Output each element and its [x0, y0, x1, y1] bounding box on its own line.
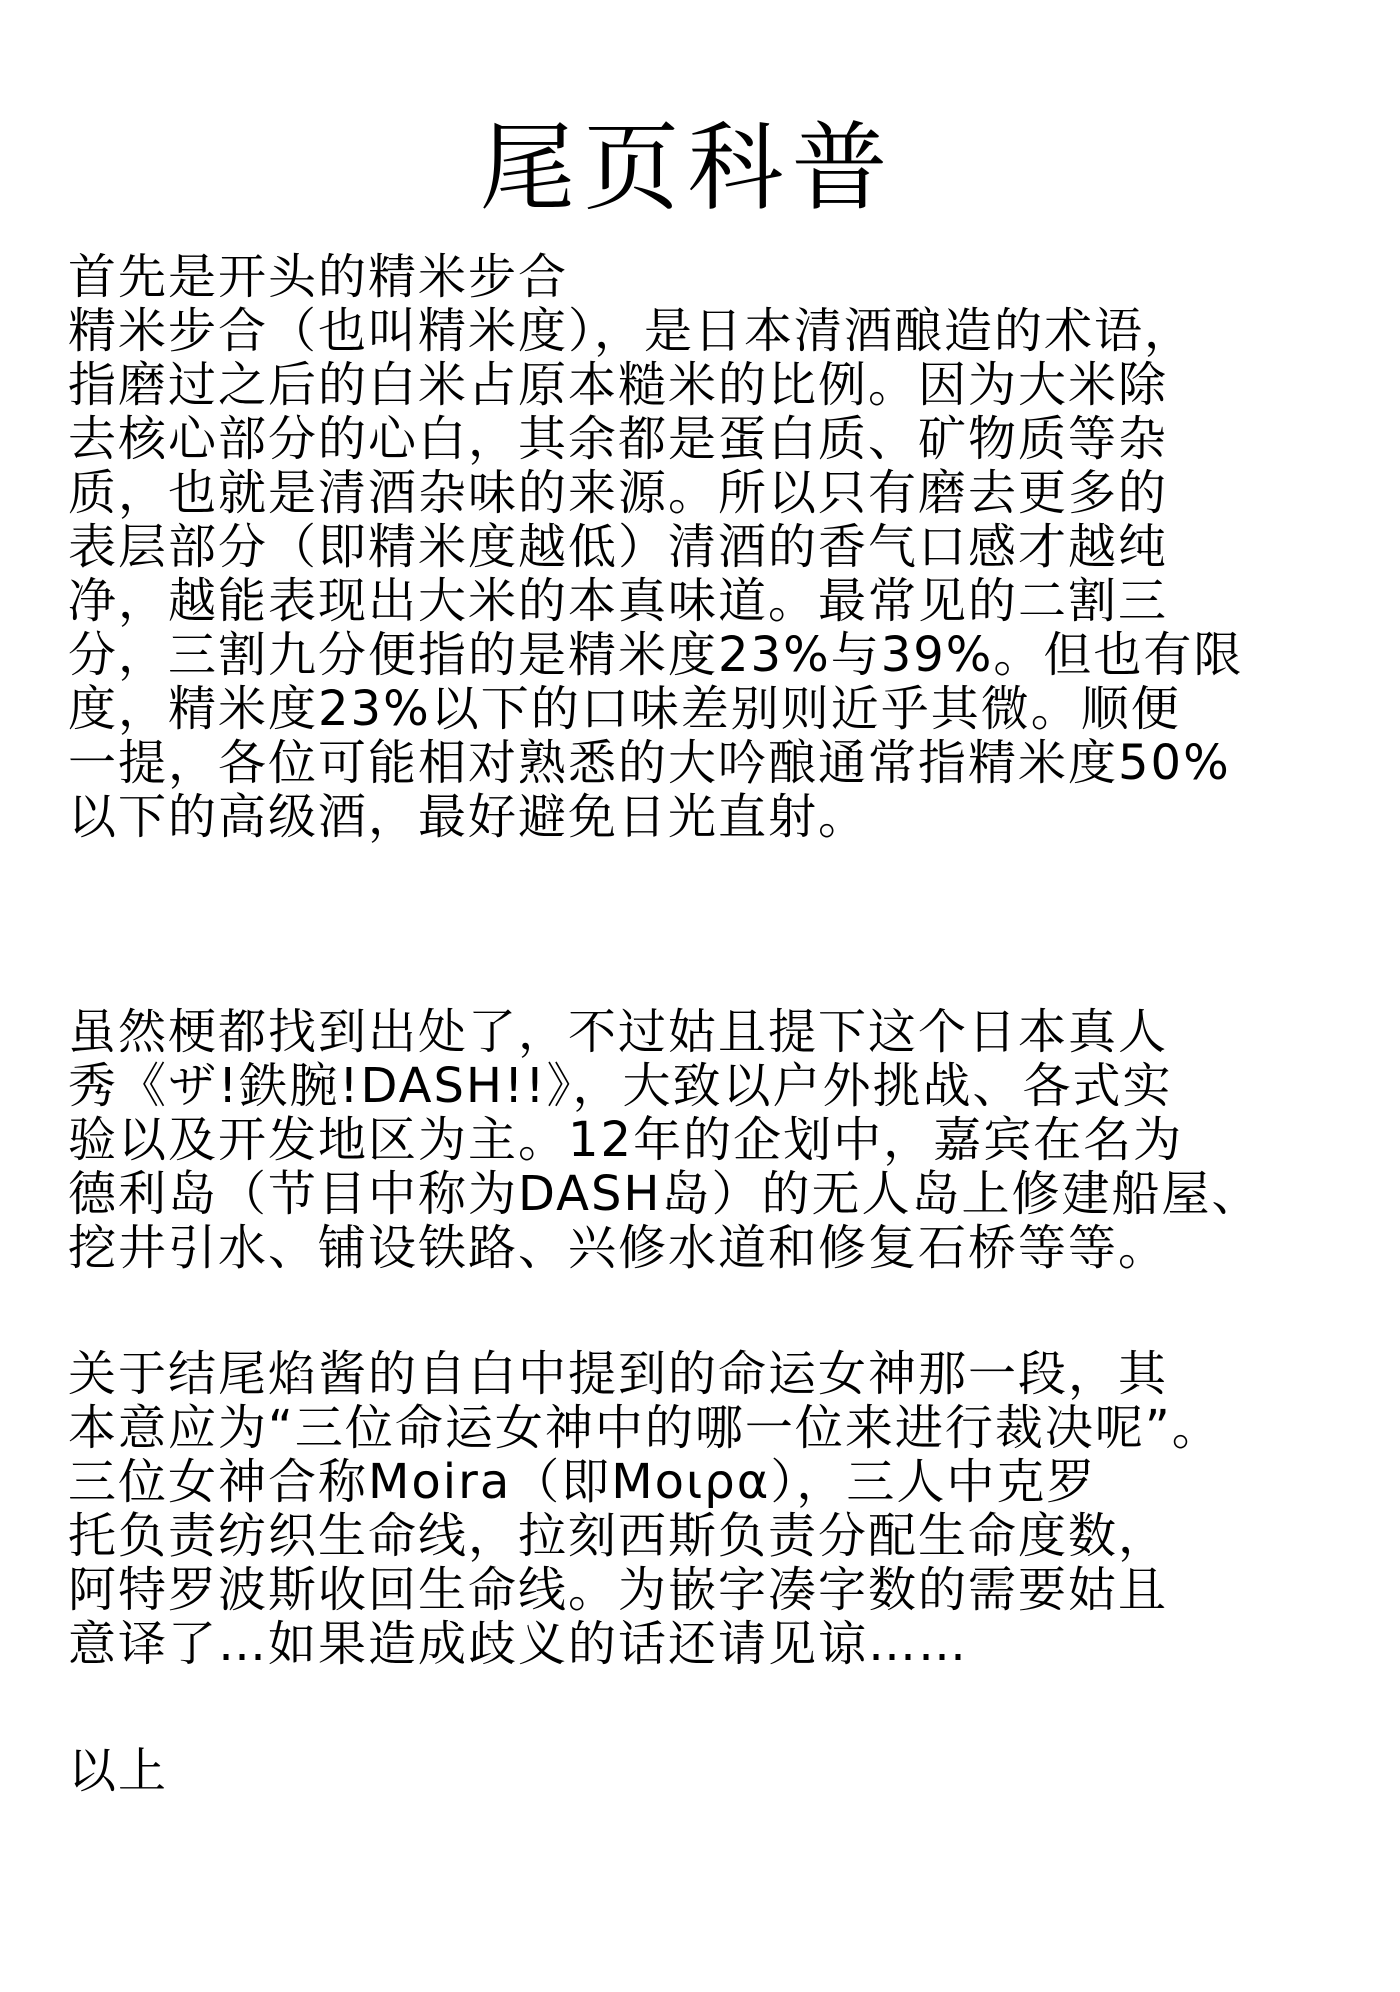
text-line: 度，精米度23%以下的口味差别则近乎其微。顺便 — [68, 681, 1181, 737]
text-line: 三位女神合称Moira（即Μοιρα），三人中克罗 — [68, 1454, 1097, 1510]
text-line: 净，越能表现出大米的本真味道。最常见的二割三 — [68, 573, 1169, 629]
text-line: 去核心部分的心白，其余都是蛋白质、矿物质等杂 — [68, 411, 1169, 467]
text-line: 验以及开发地区为主。12年的企划中，嘉宾在名为 — [68, 1112, 1184, 1168]
text-line: 精米步合（也叫精米度），是日本清酒酿造的术语， — [68, 303, 1195, 359]
text-line: 阿特罗波斯收回生命线。为嵌字凑字数的需要姑且 — [68, 1562, 1169, 1618]
closing-text: 以上 — [68, 1743, 169, 1799]
text-line: 一提，各位可能相对熟悉的大吟酿通常指精米度50% — [68, 735, 1231, 791]
text-line: 质，也就是清酒杂味的来源。所以只有磨去更多的 — [68, 465, 1169, 521]
text-line: 意译了…如果造成歧义的话还请见谅…… — [68, 1616, 969, 1672]
text-line: 分，三割九分便指的是精米度23%与39%。但也有限 — [68, 627, 1244, 683]
text-line: 虽然梗都找到出处了，不过姑且提下这个日本真人 — [68, 1004, 1169, 1060]
text-line: 秀《ザ!鉄腕!DASH!!》，大致以户外挑战、各式实 — [68, 1058, 1173, 1114]
text-line: 托负责纺织生命线，拉刻西斯负责分配生命度数， — [68, 1508, 1169, 1564]
text-line: 挖井引水、铺设铁路、兴修水道和修复石桥等等。 — [68, 1220, 1169, 1276]
text-line: 首先是开头的精米步合 — [68, 249, 569, 305]
text-line: 指磨过之后的白米占原本糙米的比例。因为大米除 — [68, 357, 1169, 413]
text-line: 本意应为“三位命运女神中的哪一位来进行裁决呢”。 — [68, 1400, 1222, 1456]
page-title: 尾页科普 — [479, 112, 896, 224]
text-line: 以下的高级酒，最好避免日光直射。 — [68, 789, 869, 845]
text-line: 德利岛（节目中称为DASH岛）的无人岛上修建船屋、 — [68, 1166, 1262, 1222]
text-line: 关于结尾焰酱的自白中提到的命运女神那一段，其 — [68, 1346, 1169, 1402]
text-line: 表层部分（即精米度越低）清酒的香气口感才越纯 — [68, 519, 1169, 575]
